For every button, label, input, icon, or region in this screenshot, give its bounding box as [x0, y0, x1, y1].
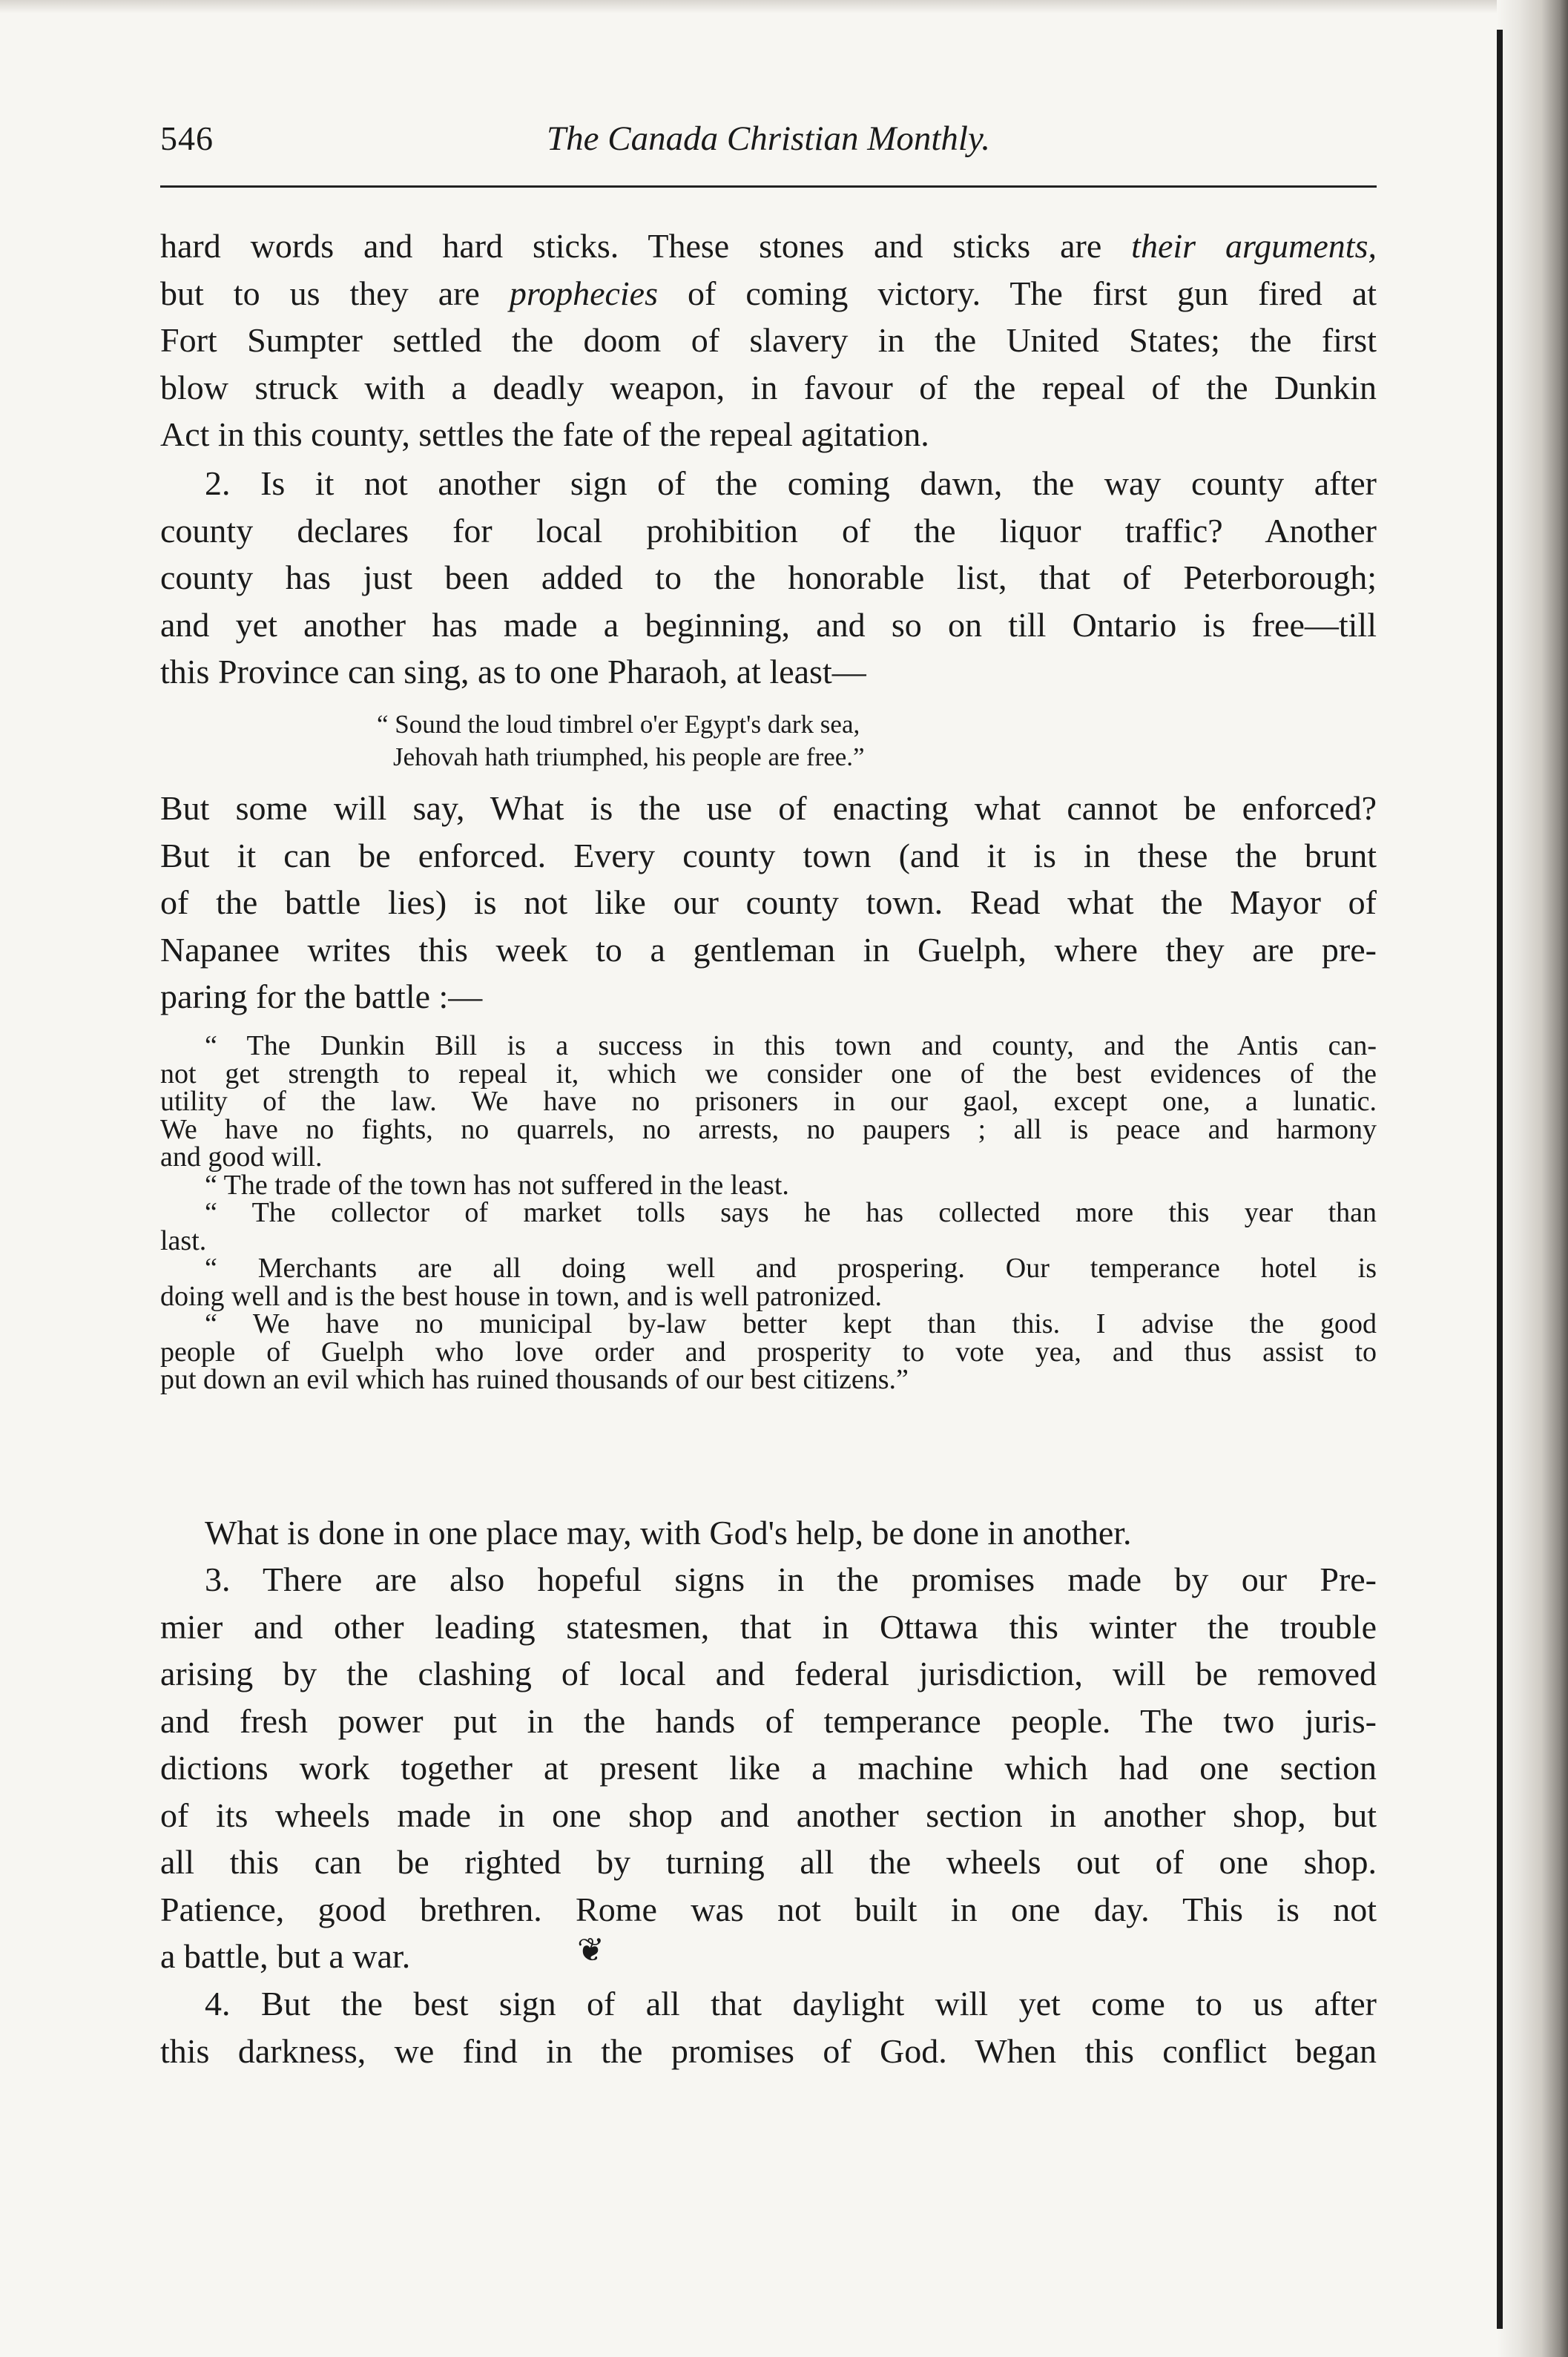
quote-line: people of Guelph who love order and prosperity to vote yea, and thus assist to — [160, 1336, 1377, 1368]
quote-line: “ The trade of the town has not suffered in the least. — [205, 1169, 789, 1201]
quote-line: doing well and is the best house in town, and is well patronized. — [160, 1280, 883, 1312]
text-span: but to us they are — [160, 274, 510, 312]
text-line: Napanee writes this week to a gentleman in Guelph, where they are pre- — [160, 930, 1377, 969]
text-span: of coming victory. The first gun fired at — [658, 274, 1377, 312]
paragraph-2 — [160, 460, 1377, 696]
page-number: 546 — [160, 119, 214, 157]
stray-ink-mark: ❦ — [577, 1932, 605, 1968]
text-line: 4. But the best sign of all that daylight will yet come to us after — [205, 1985, 1377, 2023]
quote-line: “ We have no municipal by-law better kept than this. I advise the good — [205, 1308, 1377, 1339]
text-line: paring for the battle :— — [160, 978, 483, 1015]
text-line: of the battle lies) is not like our county town. Read what the Mayor of — [160, 883, 1377, 921]
text-line: all this can be righted by turning all the wheels out of one shop. — [160, 1843, 1377, 1881]
text-line: a battle, but a war. — [160, 1937, 411, 1975]
text-line: and yet another has made a beginning, and so on till Ontario is free—till — [160, 605, 1377, 644]
emphasis-text: prophecies — [509, 274, 659, 312]
paragraph-6 — [160, 1980, 1377, 2074]
text-line: What is done in one place may, with God's help, be done in another. — [205, 1514, 1132, 1552]
quote-line: put down an evil which has ruined thousands of our best citizens.” — [160, 1364, 909, 1395]
paragraph-3 — [160, 785, 1377, 1021]
quote-line: utility of the law. We have no prisoners in our gaol, except one, a lunatic. — [160, 1086, 1377, 1117]
text-line: arising by the clashing of local and federal jurisdiction, will be removed — [160, 1655, 1377, 1692]
text-line: 2. Is it not another sign of the coming dawn, the way county after — [205, 464, 1377, 502]
text-line: this Province can sing, as to one Pharaoh, at least— — [160, 653, 866, 690]
text-line: and fresh power put in the hands of temperance people. The two juris- — [160, 1701, 1377, 1740]
quote-line: We have no fights, no quarrels, no arrests, no paupers ; all is peace and harmony — [160, 1113, 1377, 1145]
text-line: Patience, good brethren. Rome was not built in one day. This is not — [160, 1890, 1377, 1928]
text-line — [160, 222, 1377, 270]
text-line: dictions work together at present like a machine which had one section — [160, 1749, 1377, 1787]
text-line: mier and other leading statesmen, that in Ottawa this winter the trouble — [160, 1607, 1377, 1646]
text-line: But some will say, What is the use of enacting what cannot be enforced? — [160, 789, 1377, 827]
quote-line: last. — [160, 1224, 207, 1256]
header-rule — [160, 185, 1377, 188]
quote-line: “ The Dunkin Bill is a success in this town and county, and the Antis can- — [205, 1030, 1377, 1061]
text-line: But it can be enforced. Every county town (and it is in these the brunt — [160, 836, 1377, 874]
text-line — [160, 270, 1377, 317]
text-line: Act in this county, settles the fate of the repeal agitation. — [160, 415, 929, 453]
text-line: this darkness, we find in the promises of God. When this conflict began — [160, 2031, 1377, 2070]
page-top-shadow — [0, 0, 1568, 13]
text-line: 3. There are also hopeful signs in the promises made by our Pre- — [205, 1560, 1377, 1598]
quote-line: not get strength to repeal it, which we consider one of the best evidences of the — [160, 1058, 1377, 1090]
paragraph-4 — [160, 1509, 1377, 1557]
text-line: county declares for local prohibition of the liquor traffic? Another — [160, 511, 1377, 550]
quote-line: “ The collector of market tolls says he has collected more this year than — [205, 1197, 1377, 1228]
binding-edge — [1497, 0, 1568, 2357]
binding-line — [1497, 30, 1503, 2329]
text-line: of its wheels made in one shop and another section in another shop, but — [160, 1796, 1377, 1834]
page-header — [160, 111, 1377, 171]
text-line: Fort Sumpter settled the doom of slavery in the United States; the first — [160, 321, 1377, 359]
text-span: hard words and hard sticks. These stones and sticks are — [160, 227, 1132, 265]
text-line: county has just been added to the honorable list, that of Peterborough; — [160, 558, 1377, 596]
text-line: blow struck with a deadly weapon, in favour of the repeal of the Dunkin — [160, 368, 1377, 406]
quote-line: and good will. — [160, 1141, 323, 1173]
quote-line: “ Merchants are all doing well and prospering. Our temperance hotel is — [205, 1253, 1377, 1284]
paragraph-1 — [160, 222, 1377, 458]
verse-line-2: Jehovah hath triumphed, his people are free.” — [393, 742, 865, 771]
quoted-letter — [160, 1032, 1377, 1394]
paragraph-5 — [160, 1556, 1377, 1980]
running-title: The Canada Christian Monthly. — [547, 119, 990, 158]
verse-line-1: “ Sound the loud timbrel o'er Egypt's dark sea, — [377, 710, 860, 739]
emphasis-text: their arguments, — [1131, 227, 1377, 265]
